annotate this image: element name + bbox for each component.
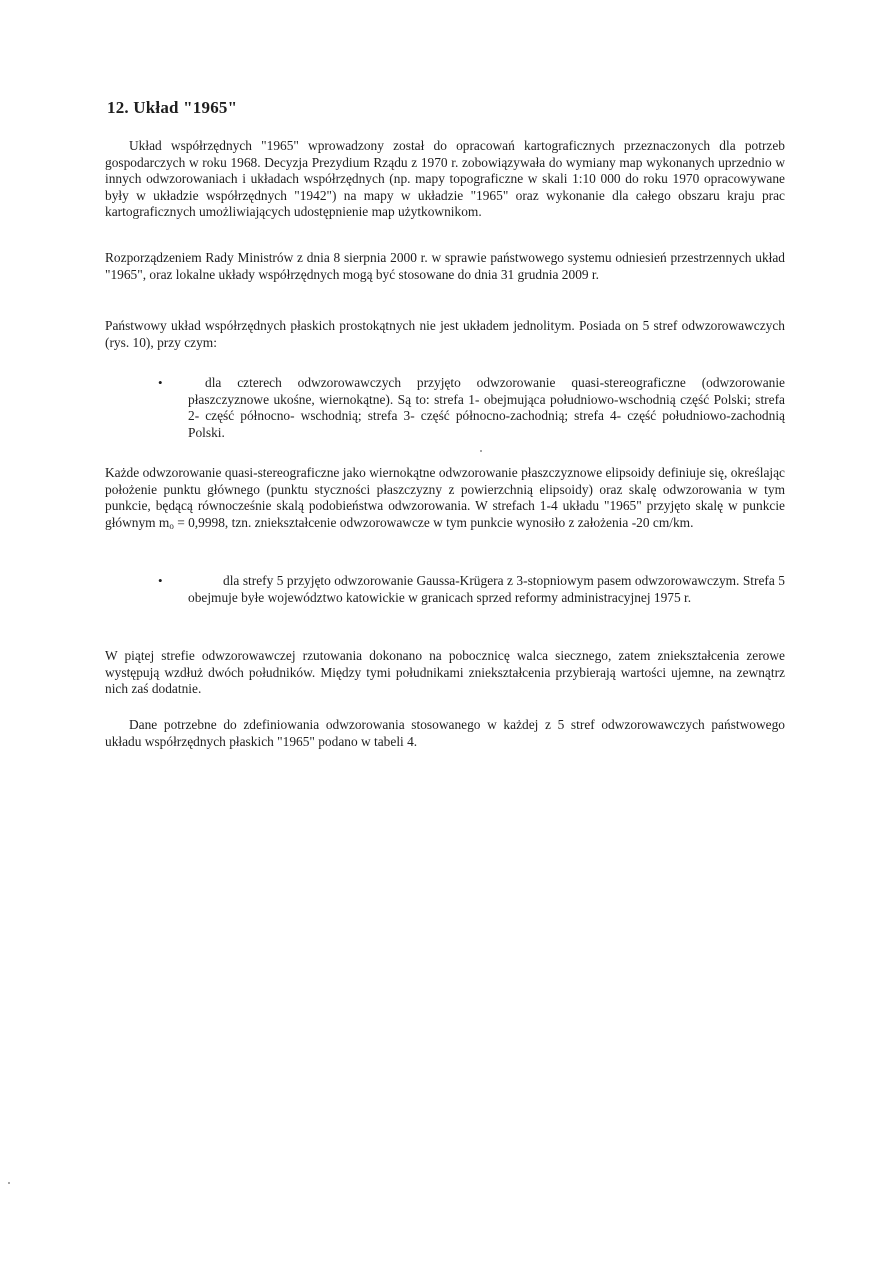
bullet-item-gauss-kruger — [188, 573, 785, 606]
bullet-marker-1: • — [158, 375, 163, 390]
scan-speck — [480, 450, 482, 452]
paragraph-scale-text-a: Każde odwzorowanie quasi-stereograficzne jako wiernokątne odwzorowanie płaszczyznowe elipsoidy definiuje się, określając położenie punktu głównego (punktu styczności płaszczyzny z powierzchnią elipsoidy) oraz skalę odwzorowania w tym punkcie, będącą równocześnie skalą podobieństwa odwzorowania. W strefach 1-4 układu "1965" przyjęto skalę w punkcie głównym m — [105, 465, 785, 530]
section-title: 12. Układ "1965" — [107, 98, 238, 117]
scan-speck — [8, 1182, 10, 1184]
paragraph-zones: Państwowy układ współrzędnych płaskich prostokątnych nie jest układem jednolitym. Posiada on 5 stref odwzorowawczych (rys. 10), przy czym: — [105, 318, 785, 350]
bullet-item-1-text: dla czterech odwzorowawczych przyjęto odwzorowanie quasi-stereograficzne (odwzorowanie płaszczyznowe ukośne, wiernokątne). Są to: strefa 1- obejmująca południowo-wschodnią część Polski; strefa 2- część północno- wschodnią; strefa 3- część północno-zachodnią; strefa 4- część południowo-zachodnią Polski. — [188, 375, 785, 440]
bullet-item-quasi-stereographic — [188, 375, 785, 441]
bullet-item-2-text: dla strefy 5 przyjęto odwzorowanie Gaussa-Krügera z 3-stopniowym pasem odwzorowawczym. Strefa 5 obejmuje byłe województwo katowickie w granicach sprzed reformy administracyjnej 1975 r. — [188, 573, 785, 605]
paragraph-scale-text-b: = 0,9998, tzn. zniekształcenie odwzorowawcze w tym punkcie wynosiło z założenia -20 cm/km. — [173, 514, 694, 530]
paragraph-scale — [105, 465, 785, 534]
paragraph-regulation: Rozporządzeniem Rady Ministrów z dnia 8 sierpnia 2000 r. w sprawie państwowego systemu odniesień przestrzennych układ "1965", oraz lokalne układy współrzędnych mogą być stosowane do dnia 31 grudnia 2009 r. — [105, 250, 785, 282]
bullet-marker-2: • — [158, 573, 163, 588]
paragraph-table-reference: Dane potrzebne do zdefiniowania odwzorowania stosowanego w każdej z 5 stref odwzorowawczych państwowego układu współrzędnych płaskich "1965" podano w tabeli 4. — [105, 717, 785, 749]
subscript-o: o — [169, 520, 174, 531]
paragraph-fifth-zone: W piątej strefie odwzorowawczej rzutowania dokonano na pobocznicę walca siecznego, zatem zniekształcenia zerowe występują wzdłuż dwóch południków. Między tymi południkami zniekształcenia przybierają wartości ujemne, na zewnątrz nich zaś dodatnie. — [105, 648, 785, 697]
paragraph-intro: Układ współrzędnych "1965" wprowadzony został do opracowań kartograficznych przeznaczonych dla potrzeb gospodarczych w roku 1968. Decyzja Prezydium Rządu z 1970 r. zobowiązywała do wymiany map wykonanych uprzednio w innych odwzorowaniach i układach współrzędnych (np. mapy topograficzne w skali 1:10 000 do roku 1970 opracowywane były w układzie współrzędnych "1942") na mapy w układzie "1965" oraz wykonanie dla całego obszaru kraju prac kartograficznych umożliwiających udostępnienie map użytkownikom. — [105, 138, 785, 220]
